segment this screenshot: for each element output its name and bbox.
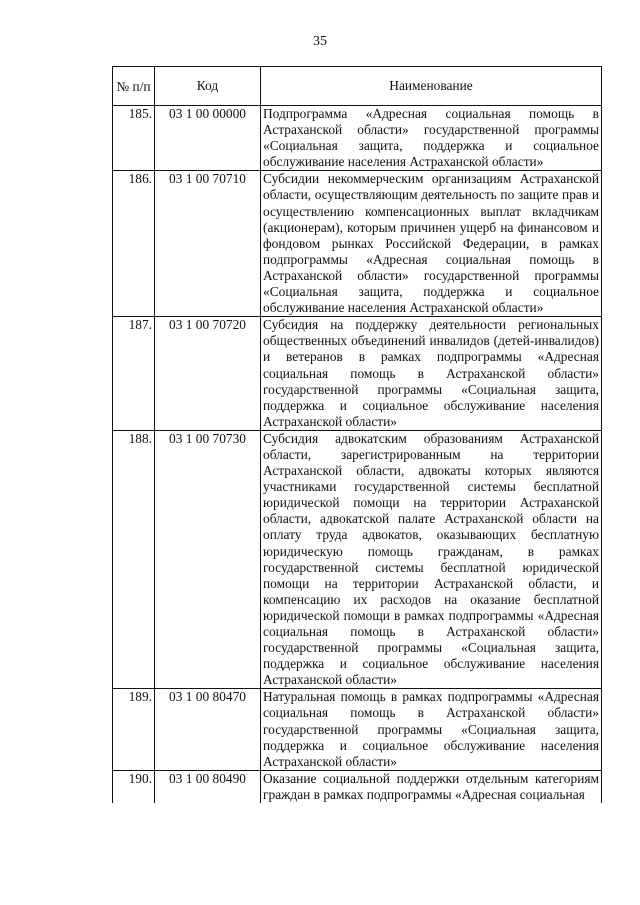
row-code: 03 1 00 70730 xyxy=(155,430,261,689)
row-number: 188. xyxy=(113,430,155,689)
table-row xyxy=(113,171,602,317)
row-number: 190. xyxy=(113,770,155,803)
row-name: Субсидия на поддержку деятельности региональных общественных объединений инвалидов (детей-инвалидов) и ветеранов в рамках подпрограммы «Адресная социальная помощь в Астраханской области» государственной программы «Социальная защита, поддержка и социальное обслуживание населения Астраханской области» xyxy=(261,317,602,431)
row-code: 03 1 00 80470 xyxy=(155,689,261,770)
row-name: Подпрограмма «Адресная социальная помощь в Астраханской области» государственной программы «Социальная защита, поддержка и социальное обслуживание населения Астраханской области» xyxy=(261,106,602,171)
table-row xyxy=(113,689,602,770)
header-number: № п/п xyxy=(113,67,155,106)
table-row xyxy=(113,106,602,171)
header-name: Наименование xyxy=(261,67,602,106)
table-row xyxy=(113,317,602,431)
row-number: 189. xyxy=(113,689,155,770)
row-name: Оказание социальной поддержки отдельным категориям граждан в рамках подпрограммы «Адресная социальная xyxy=(261,770,602,803)
row-name: Субсидии некоммерческим организациям Астраханской области, осуществляющим деятельность по защите прав и осуществлению компенсационных выплат вкладчикам (акционерам), которым причинен ущерб на финансовом и фондовом рынках Российской Федерации, в рамках подпрограммы «Адресная социальная помощь в Астраханской области» государственной программы «Социальная защита, поддержка и социальное обслуживание населения Астраханской области» xyxy=(261,171,602,317)
row-number: 186. xyxy=(113,171,155,317)
row-number: 185. xyxy=(113,106,155,171)
table-row xyxy=(113,430,602,689)
row-code: 03 1 00 70710 xyxy=(155,171,261,317)
row-number: 187. xyxy=(113,317,155,431)
table-row xyxy=(113,770,602,803)
row-code: 03 1 00 80490 xyxy=(155,770,261,803)
row-name: Натуральная помощь в рамках подпрограммы «Адресная социальная помощь в Астраханской области» государственной программы «Социальная защита, поддержка и социальное обслуживание населения Астраханской области» xyxy=(261,689,602,770)
row-name: Субсидия адвокатским образованиям Астраханской области, зарегистрированным на территории Астраханской области, адвокаты которых являются участниками государственной системы бесплатной юридической помощи на территории Астраханской области, адвокатской палате Астраханской области на оплату труда адвокатов, оказывающих бесплатную юридическую помощь гражданам, в рамках государственной системы бесплатной юридической помощи на территории Астраханской области, и компенсацию их расходов на оказание бесплатной юридической помощи в рамках подпрограммы «Адресная социальная помощь в Астраханской области» государственной программы «Социальная защита, поддержка и социальное обслуживание населения Астраханской области» xyxy=(261,430,602,689)
page-number: 35 xyxy=(313,34,327,49)
header-code: Код xyxy=(155,67,261,106)
table-header-row xyxy=(113,67,602,106)
row-code: 03 1 00 00000 xyxy=(155,106,261,171)
classification-table xyxy=(112,66,602,803)
row-code: 03 1 00 70720 xyxy=(155,317,261,431)
